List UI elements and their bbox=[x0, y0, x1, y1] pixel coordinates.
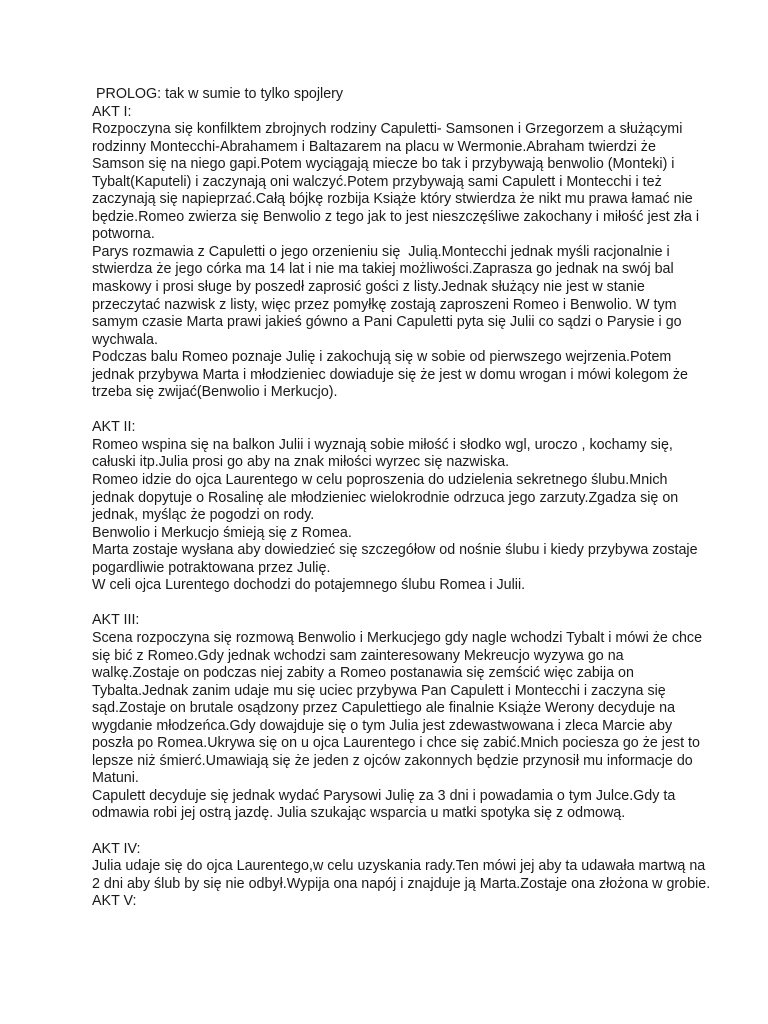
act1-paragraph: Rozpoczyna się konfilktem zbrojnych rodziny Capuletti- Samsonen i Grzegorzem a służącymi rodzinny Montecchi-Abrahamem i Baltazarem na placu w Wermonie.Abraham twierdzi że Samson się na niego gapi.Potem wyciągają miecze bo tak i przybywają benwolio (Monteki) i Tybalt(Kaputeli) i zaczynają oni walczyć.Potem przybywają sami Capulett i Montecchi i też zaczynają się napieprzać.Całą bójkę rozbija Książe który stwierdza że nikt mu prawa łamać nie będzie.Romeo zwierza się Benwolio z tego jak to jest nieszczęśliwe zakochany i miłość jest zła i potworna. bbox=[92, 121, 704, 243]
act1-paragraph: Parys rozmawia z Capuletti o jego orzenieniu się Julią.Montecchi jednak myśli racjonalnie i stwierdza że jego córka ma 14 lat i nie ma takiej możliwości.Zaprasza go jednak na swój bal maskowy i prosi sługe by poszedł zaprosić gości z listy.Jednak służący nie jest w stanie przeczytać nazwisk z listy, więc przez pomyłkę zostają zaproszeni Romeo i Benwolio. W tym samym czasie Marta prawi jakieś gówno a Pani Capuletti pyta się Julii co sądzi o Parysie i go wychwala. bbox=[92, 243, 686, 348]
act1-heading: AKT I: bbox=[92, 103, 132, 120]
blank-line bbox=[92, 595, 712, 613]
act3-paragraph: Scena rozpoczyna się rozmową Benwolio i Merkucjego gdy nagle wchodzi Tybalt i mówi że chce się bić z Romeo.Gdy jednak wchodzi sam zainteresowany Mekreucjo wyzywa go na walkę.Zostaje on podczas niej zabity a Romeo postanawia się zemścić więc zabija on Tybalta.Jednak zanim udaje mu się uciec przybywa Pan Capulett i Montecchi i zaczyna się sąd.Zostaje on brutale osądzony przez Capulettiego ale finalnie Książe Werony decyduje na wygdanie młodzeńca.Gdy dowajduje się o tym Julia jest zdewastwowana i zleca Marcie aby poszła po Romea.Ukrywa się on u ojca Laurentego i chce się zabić.Mnich pociesza go że jest to lepsze niż śmierć.Umawiają się że jeden z ojców zakonnych będzie przynosił mu informacje do Matuni. bbox=[92, 629, 707, 787]
act2-paragraph: Romeo idzie do ojca Laurentego w celu poproszenia do udzielenia sekretnego ślubu.Mnich jednak dopytuje o Rosalinę ale młodzieniec wielokrodnie odrzuca jego zarzuty.Zgadza się on jednak, myśląc że pogodzi on rody. bbox=[92, 472, 683, 524]
prolog-line: PROLOG: tak w sumie to tylko spojlery bbox=[92, 86, 344, 102]
blank-line bbox=[92, 402, 712, 420]
act2-heading: AKT II: bbox=[92, 419, 136, 436]
act2-paragraph: Marta zostaje wysłana aby dowiedzieć się szczegółow od nośnie ślubu i kiedy przybywa zostaje pogardliwie potraktowana przez Julię. bbox=[92, 542, 702, 576]
act3-paragraph: Capulett decyduje się jednak wydać Parysowi Julię za 3 dni i powadamia o tym Julce.Gdy ta odmawia robi jej ostrą jazdę. Julia szukając wsparcia u matki spotyka się z odmową. bbox=[92, 787, 680, 822]
act3-heading: AKT III: bbox=[92, 612, 140, 629]
act2-paragraph: Benwolio i Merkucjo śmieją się z Romea. bbox=[92, 524, 352, 541]
document-page bbox=[92, 86, 712, 911]
act4-paragraph: Julia udaje się do ojca Laurentego,w celu uzyskania rady.Ten mówi jej aby ta udawała martwą na 2 dni aby ślub by się nie odbył.Wypija ona napój i znajduje ją Marta.Zostaje ona złożona w grobie. bbox=[92, 858, 711, 892]
blank-line bbox=[92, 823, 712, 841]
act1-paragraph: Podczas balu Romeo poznaje Julię i zakochują się w sobie od pierwszego wejrzenia.Potem jednak przybywa Marta i młodzieniec dowiaduje się że jest w domu wrogan i mówi kolegom że trzeba się zwijać(Benwolio i Merkucjo). bbox=[92, 349, 692, 401]
act5-heading: AKT V: bbox=[92, 893, 137, 910]
act2-paragraph: W celi ojca Lurentego dochodzi do potajemnego ślubu Romea i Julii. bbox=[92, 577, 526, 594]
act2-paragraph: Romeo wspina się na balkon Julii i wyznają sobie miłość i słodko wgl, uroczo , kochamy się, całuski itp.Julia prosi go aby na znak miłości wyrzec się nazwiska. bbox=[92, 436, 677, 471]
act4-heading: AKT IV: bbox=[92, 840, 141, 857]
